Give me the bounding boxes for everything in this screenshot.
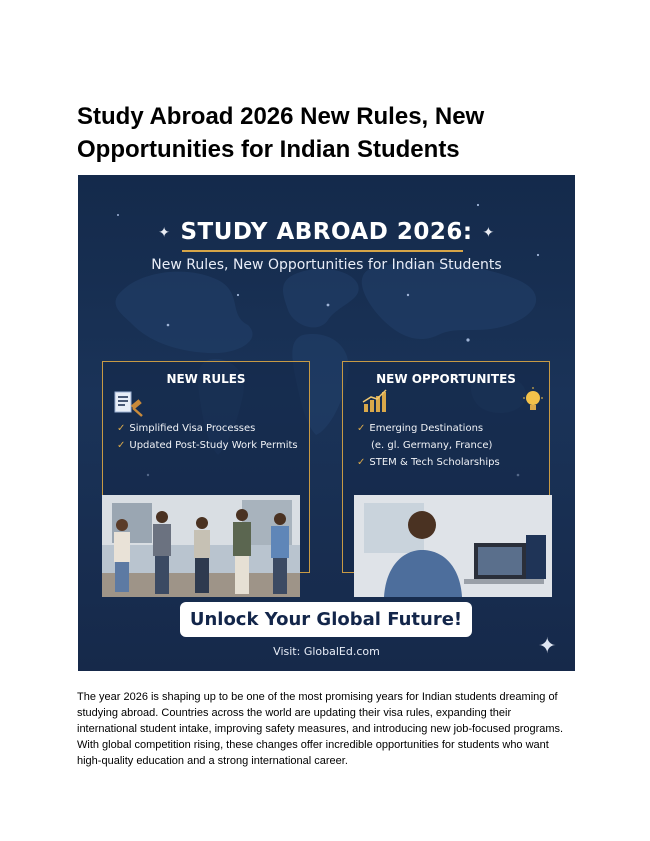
new-rules-title: NEW RULES [166,372,246,386]
checkmark-icon: ✓ [117,423,126,434]
checkmark-icon: ✓ [357,423,366,434]
article-body: The year 2026 is shaping up to be one of the most promising years for Indian students dreaming of studying abroad. Countries across the world are updating their visa rules, expanding their international student intake, improving safety measures, and introducing new job-focused programs. With global competition rising, these changes offer incredible opportunities for students who want high-quality education and a strong international career. [77,691,564,767]
study-abroad-banner [78,175,575,671]
list-item: (e. gl. Germany, France) [371,440,493,451]
article-title: Study Abroad 2026 New Rules, New Opportunities for Indian Students [77,103,485,163]
unlock-future-button[interactable]: Unlock Your Global Future! [180,602,472,637]
sparkle-icon: ✦ [482,224,495,241]
banner-subheading: New Rules, New Opportunities for Indian Students [151,257,502,273]
heading-underline [182,250,463,252]
banner-heading [78,219,575,245]
list-item: ✓ Emerging Destinations [357,423,484,434]
sparkle-icon: ✦ [158,224,171,241]
student-laptop-illustration [354,495,552,597]
sparkle-icon: ✦ [538,633,557,658]
growth-chart-icon [361,388,389,414]
students-photo-illustration [102,495,300,597]
list-item: ✓ STEM & Tech Scholarships [357,457,500,468]
checkmark-icon: ✓ [117,440,126,451]
list-item: ✓ Updated Post-Study Work Permits [117,440,298,451]
new-opportunities-list [357,420,500,471]
students-walking-photo [102,495,300,597]
banner-heading-text: STUDY ABROAD 2026: [180,219,473,245]
list-item: ✓ Simplified Visa Processes [117,423,256,434]
lightbulb-icon [521,386,545,416]
visit-website-link[interactable]: Visit: GlobalEd.com [273,645,380,658]
document-gavel-icon [113,390,145,418]
checkmark-icon: ✓ [357,457,366,468]
student-laptop-photo [354,495,552,597]
new-rules-list [117,420,298,454]
new-opportunities-title: NEW OPPORTUNITES [376,372,516,386]
